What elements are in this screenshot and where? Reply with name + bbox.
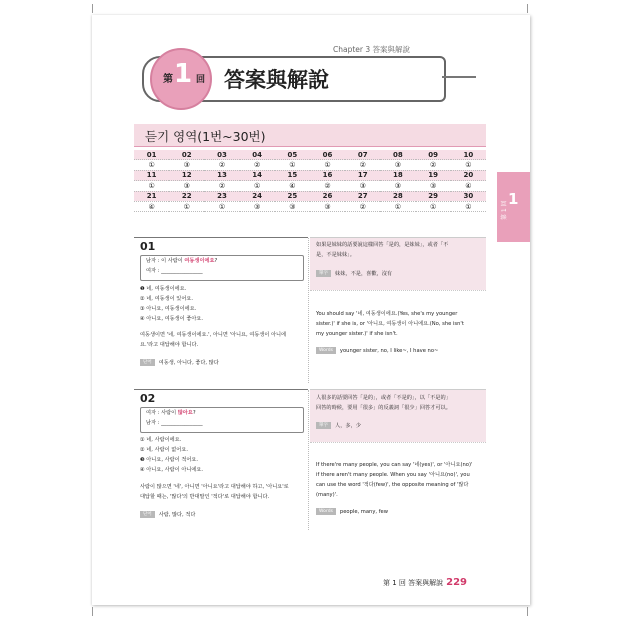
table-cell: ①: [240, 181, 275, 191]
table-cell: 28: [380, 191, 415, 201]
side-tab-small-label: 第 1 回: [501, 200, 508, 220]
explanation-line: 요.'라고 대답해야 합니다.: [140, 342, 199, 348]
question-rule: [134, 389, 308, 390]
section-header: [134, 124, 486, 147]
table-cell: 12: [169, 170, 204, 180]
table-cell: 30: [451, 191, 486, 201]
table-row: [134, 181, 486, 191]
table-cell: 01: [134, 150, 169, 160]
answer-option: ④ 아니요, 여동생이 좋아요.: [140, 316, 204, 322]
round-badge-number: 1: [174, 59, 193, 89]
explanation-line: 여동생이면 '네, 여동생이에요.', 아니면 '아니요, 여동생이 아니에: [140, 332, 287, 338]
table-row: [134, 150, 486, 160]
translation-zh-line: 回答的時候，要用「很多」的反義詞「很少」回答才可以。: [316, 405, 451, 411]
table-cell: 02: [169, 150, 204, 160]
round-badge-suffix: 回: [196, 75, 206, 85]
dialog-highlight: 여동생이에요: [184, 258, 215, 264]
table-cell: ②: [345, 201, 380, 211]
table-cell: ③: [310, 201, 345, 211]
round-badge-prefix: 第: [163, 74, 173, 85]
table-cell: ①: [275, 160, 310, 170]
chapter-header: Chapter 3 答案與解說: [333, 45, 411, 54]
dialog-woman: 여자 : ________________: [146, 268, 203, 274]
table-cell: ②: [345, 160, 380, 170]
crop-mark: [527, 4, 528, 13]
table-row: [134, 160, 486, 170]
table-cell: 07: [345, 150, 380, 160]
dialog-highlight: 많아요: [177, 410, 193, 416]
table-cell: 14: [240, 170, 275, 180]
table-cell: 16: [310, 170, 345, 180]
table-cell: ③: [380, 181, 415, 191]
table-cell: 23: [204, 191, 239, 201]
dialog-text: 여자 : 사람이: [146, 410, 178, 416]
vocab-zh-tag: 單字: [316, 270, 331, 277]
translation-en-line: if there aren't many people. When you say '아니요(no)', you: [316, 472, 470, 478]
table-cell: ①: [134, 181, 169, 191]
answer-table: [134, 150, 486, 212]
table-cell: ②: [240, 160, 275, 170]
question-number: 02: [140, 392, 156, 405]
vocab-tag: 단어: [140, 511, 155, 518]
table-cell: 08: [380, 150, 415, 160]
table-cell: ①: [451, 201, 486, 211]
table-cell: ②: [416, 160, 451, 170]
table-cell: ③: [345, 181, 380, 191]
table-cell: 21: [134, 191, 169, 201]
dialog-man: 남자 : ________________: [146, 420, 203, 426]
table-cell: 18: [380, 170, 415, 180]
round-badge: [150, 48, 212, 110]
question-number: 01: [140, 240, 156, 253]
vocab-en-row: [316, 346, 438, 357]
explanation-line: 사람이 많으면 '네', 아니면 '아니요'라고 대답해야 하고, '아니요'로: [140, 484, 289, 490]
vocab-zh-tag: 單字: [316, 422, 331, 429]
table-cell: 19: [416, 170, 451, 180]
table-cell: 26: [310, 191, 345, 201]
translation-en-line: sister.)' if she is, or '아니요, 여동생이 아니에요.(No, she isn't: [316, 321, 464, 327]
vocab-tag: 단어: [140, 359, 155, 366]
answer-option: ① 네, 사람이에요.: [140, 437, 182, 443]
footer-label: 第 1 回 答案與解說: [383, 579, 444, 587]
section-title: 듣기 영역(1번~30번): [145, 129, 266, 144]
page-title: 答案與解說: [224, 68, 329, 92]
table-cell: ②: [204, 181, 239, 191]
answer-option: ❸ 아니요, 사람이 적어요.: [140, 457, 198, 463]
vocab-en-tag: Words: [316, 508, 336, 515]
vocab-en-tag: Words: [316, 347, 336, 354]
translation-divider: [310, 442, 486, 443]
table-cell: ①: [310, 160, 345, 170]
table-cell: ④: [134, 201, 169, 211]
translation-en-line: You should say '네, 여동생이에요.(Yes, she's my younger: [316, 311, 458, 317]
table-cell: ①: [134, 160, 169, 170]
translation-zh-line: 是，不是妹妹」。: [316, 252, 355, 258]
table-cell: ②: [310, 181, 345, 191]
dialog-text: 남자 : 이 사람이: [146, 258, 185, 264]
translation-zh-line: 人很多的話要回答「是的」，或者「不是的」，以「不是的」: [316, 395, 451, 401]
table-cell: ④: [275, 181, 310, 191]
table-cell: 04: [240, 150, 275, 160]
table-cell: 11: [134, 170, 169, 180]
table-row: [134, 191, 486, 201]
translation-en-line: If there're many people, you can say '네(yes)', or '아니요(no)': [316, 462, 473, 468]
explanation-line: 대답할 때는, '많다'의 반대말인 '적다'로 대답해야 합니다.: [140, 494, 270, 500]
table-cell: ②: [204, 160, 239, 170]
vocab-row: [140, 358, 219, 369]
table-cell: 15: [275, 170, 310, 180]
table-cell: 27: [345, 191, 380, 201]
translation-divider: [310, 290, 486, 291]
table-cell: ③: [169, 160, 204, 170]
page-number: 229: [446, 577, 468, 588]
table-cell: ③: [169, 181, 204, 191]
table-row: [134, 170, 486, 180]
column-divider: [308, 238, 309, 383]
vocab-zh-row: [316, 421, 361, 432]
table-cell: ③: [275, 201, 310, 211]
side-chapter-tab: [497, 172, 530, 242]
table-cell: ①: [169, 201, 204, 211]
banner-rule: [442, 76, 476, 78]
vocab-words: 사람, 많다, 적다: [158, 512, 196, 518]
table-cell: 10: [451, 150, 486, 160]
table-cell: 25: [275, 191, 310, 201]
translation-en-line: my younger sister.)' if she isn't.: [316, 331, 398, 337]
column-divider: [308, 390, 309, 530]
table-cell: 29: [416, 191, 451, 201]
table-cell: ③: [380, 160, 415, 170]
table-cell: 09: [416, 150, 451, 160]
table-cell: 06: [310, 150, 345, 160]
vocab-row: [140, 510, 195, 521]
table-cell: 24: [240, 191, 275, 201]
answer-option: ② 네, 사람이 없어요.: [140, 447, 188, 453]
crop-mark: [92, 4, 93, 13]
crop-mark: [527, 607, 528, 616]
table-cell: ④: [451, 181, 486, 191]
vocab-en-row: [316, 507, 388, 518]
vocab-zh-words: 人，多，少: [335, 423, 361, 429]
side-tab-number: 1: [508, 190, 519, 208]
vocab-zh-row: [316, 269, 392, 280]
table-cell: ①: [451, 160, 486, 170]
table-cell: ③: [240, 201, 275, 211]
vocab-en-words: people, many, few: [339, 509, 388, 515]
table-cell: ①: [204, 201, 239, 211]
answer-option: ② 네, 여동생이 있어요.: [140, 296, 193, 302]
table-cell: 22: [169, 191, 204, 201]
table-cell: ①: [380, 201, 415, 211]
table-cell: ①: [416, 201, 451, 211]
table-cell: 05: [275, 150, 310, 160]
vocab-en-words: younger sister, no, I like~, I have no~: [339, 348, 439, 354]
table-cell: ③: [416, 181, 451, 191]
translation-zh-line: 如果是妹妹的話要說這樣回答「是的，是妹妹」，或者「不: [316, 242, 449, 248]
dialog-text: ?: [192, 410, 196, 416]
table-row: [134, 201, 486, 211]
page-footer: [383, 577, 467, 588]
crop-mark: [92, 607, 93, 616]
table-cell: 13: [204, 170, 239, 180]
question-rule: [134, 237, 308, 238]
answer-option: ❶ 네, 여동생이에요.: [140, 286, 187, 292]
table-cell: 17: [345, 170, 380, 180]
dialog-man: [146, 256, 217, 267]
table-cell: 20: [451, 170, 486, 180]
vocab-zh-words: 妹妹，不是，喜歡，沒有: [335, 271, 393, 277]
dialog-text: ?: [214, 258, 218, 264]
table-cell: 03: [204, 150, 239, 160]
translation-en-line: (many)'.: [316, 492, 338, 498]
answer-option: ④ 아니요, 사람이 아니에요.: [140, 467, 204, 473]
dialog-woman: [146, 408, 196, 419]
answer-option: ③ 아니요, 여동생이에요.: [140, 306, 197, 312]
translation-en-line: can use the word '적다(few)', the opposite meaning of '많다: [316, 482, 469, 488]
vocab-words: 여동생, 아니다, 좋다, 많다: [158, 360, 219, 366]
